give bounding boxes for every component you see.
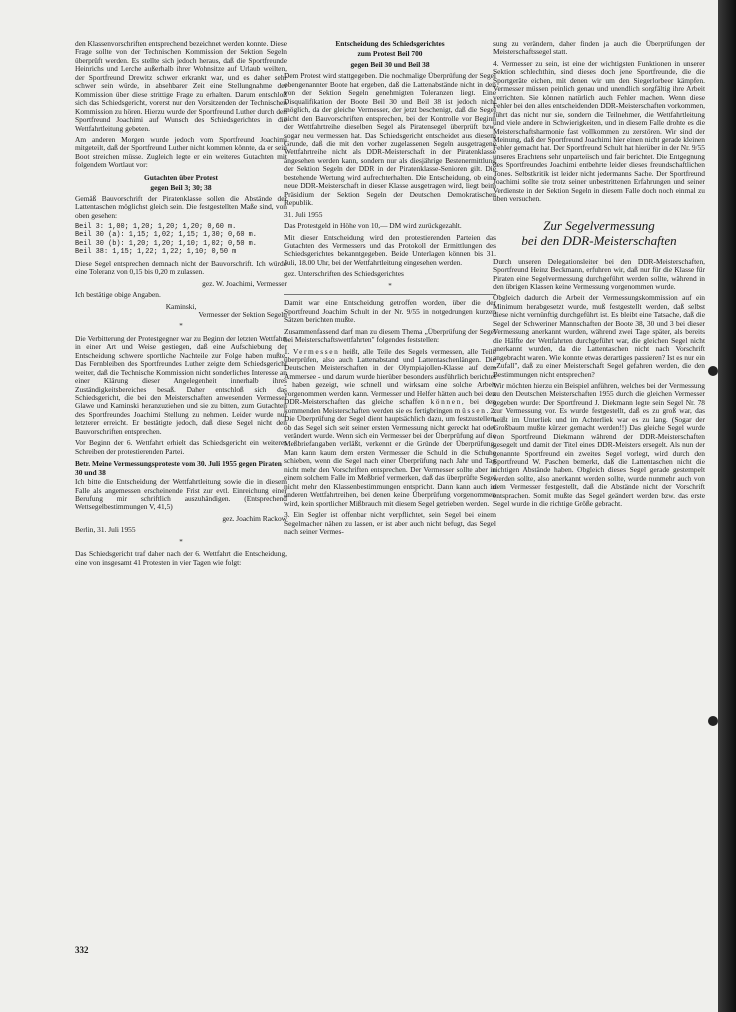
page-number: 332: [75, 945, 89, 955]
section-heading: Entscheidung des Schiedsgerichtes: [335, 39, 445, 48]
paragraph: Dem Protest wird stattgegeben. Die nochmalige Überprüfung der Segel obengenannter Boote hat ergeben, daß die Lattenabstände nicht in den von der Sektion Segeln genehmigten Toleranzen liegt. Eine Disqualifikation der Boote Beil 30 und Beil 38 ist jedoch nicht möglich, da der gleiche Vermesser, der jetzt beschenigt, daß die Segel nicht den Bauvorschriften entsprechen, bei der Kontrolle vor Beginn der Wettfahrtreihe dieselben Segel als Piratensegel überprüft bzw. sogar neu vermessen hat. Das Schiedsgericht entscheidet aus diesem Grunde, daß die mit den vorher zugelassenen Segeln ausgetragene Wettfahrtreihe nicht als DDR-Meisterschaft in der Piratenklasse angesehen werden kann, sondern nur als diesjährige Bestenermittlung der Sektion Segeln der DDR in der Piratenklasse-Senioren gilt. Die bestehende Wertung wird aufrechterhalten. Die Entscheidung, ob eine neue DDR-Meisterschaft in dieser Klasse ausgetragen wird, liegt beim Präsidium der Sektion Segeln der Deutschen Demokratischen Republik.: [284, 71, 496, 208]
section-heading: gegen Beil 3; 30; 38: [150, 183, 212, 193]
section-heading: Gutachten über Protest: [143, 172, 219, 182]
paragraph: Am anderen Morgen wurde jedoch vom Sportfreund Joachimi mitgeteilt, daß der Sportfreund Luther nicht kommen könnte, da er sein Boot streichen müsse. Zugleich legte er ein weiteres Gutachten mit folgendem Wortlaut vor:: [75, 134, 287, 170]
text-run: heißt, alle Teile des Segels vermessen, alle Teile überprüfen, also auch Lattenabstand und Lattentaschenlängen. Die Deutschen Meisterschaften in der Olympiajollen-Klasse auf dem Ammersee - und darum wurde hierüber besonders ausführlich berichtet - haben gezeigt, wie schnell und wirksam eine solche Arbeit vorgenommen werden kann. Vermesser und Helfer hätten auch bei den DDR-Meisterschaften das gleiche schaffen: [284, 346, 496, 407]
paragraph: Ich bitte die Entscheidung der Wettfahrtleitung sowie die in diesem Falle als angemessen erscheinende Frist zur evtl. Einreichung einer Berufung mir schriftlich auszuhändigen. (Entsprechend Wettsegelbestimmungen V, 41,5): [75, 477, 287, 512]
section-heading: zum Protest Beil 700: [357, 49, 423, 59]
paragraph: Obgleich dadurch die Arbeit der Vermessungskommission auf ein Minimum herabgesetzt wurde, muß festgestellt werden, daß selbst diese nicht vernünftig durchgeführt ist. Es bleibt eine Tatsache, daß die Segel der Schweriner Mannschaften der Boote 38, 30 und 3 bei dieser Vermessung anerkannt wurden, während zwei Tage später, als bereits die Hälfte der Wettfahrten durchgeführt war, die gleichen Segel nicht anerkannt wurden, da die Lattentaschen nicht nach Vorschrift angebracht waren. Wie konnte etwas derartiges passieren? Ist es nur ein „Zufall", daß zu einer Meisterschaft Segel gefahren werden, die den Bestimmungen nicht entsprechen?: [493, 293, 705, 379]
paragraph: Wir möchten hierzu ein Beispiel anführen, welches bei der Vermessung zu den Deutschen Meisterschaften 1955 durch die gleichen Vermesser gegeben wurde: Der Sportfreund J. Diekmann legte sein Segel Nr. 78 zur Vermessung vor. Es wurde festgestellt, daß es zu groß war, das heißt im Unterliek und im Achterliek war es zu lang. (Sogar der Großbaum mußte kürzer gemacht werden!!) Das gleiche Segel wurde von Sportfreund Diekmann während der DDR-Meisterschaften gesegelt und damit der Titel eines DDR-Meisters ersegelt. Als nun der genannte Sportfreund ein zweites Segel vorlegt, wird durch den Sportfreund W. Paschen bemerkt, daß die Lattentaschen nicht die richtigen Abstände haben. Obgleich dieses Segel gerade gestempelt werden sollte, also anerkannt werden sollte, wurde nunmehr auch von dem Vermesser festgestellt, daß die Abstände nicht der Vorschrift entsprachen. Somit mußte das Segel geändert werden bzw. das erste Segel wurde in die richtige Größe gebracht.: [493, 380, 705, 509]
paragraph: Durch unseren Delegationsleiter bei den DDR-Meisterschaften, Sportfreund Heinz Beckmann, erfuhren wir, daß nur für die Klasse für Piraten eine Segelvermessung durchgeführt werden sollte, während in den übrigen Klassen keine Vermessung vorgenommen wurde.: [493, 256, 705, 291]
measurement-line: Beil 30 (a): 1,15; 1,02; 1,15; 1,30; 0,60 m.: [75, 231, 257, 240]
section-heading: gegen Beil 30 und Beil 38: [350, 59, 430, 69]
paragraph: Das Schiedsgericht traf daher nach der 6. Wettfahrt die Entscheidung, eine von insgesamt 41 Protesten in vier Tagen wie folgt:: [75, 549, 287, 567]
signature-name: Kaminski,: [165, 301, 197, 311]
measurement-line: Beil 38: 1,15; 1,22; 1,22; 1,10; 0,50 m: [75, 248, 237, 257]
paragraph: Damit war eine Entscheidung getroffen worden, über die der Sportfreund Joachim Schult in der Nr. 9/55 in notgedrungen kurzen Sätzen berichten mußte.: [284, 298, 496, 325]
text-run: . 2. Die Überprüfung der Segel dient hauptsächlich dazu, um festzustellen, ob das Segel sich seit seiner ersten Vermessung nicht gereckt hat oder verändert wurde. Wenn sich ein Vermesser bei der Überprüfung auf die Meßbriefangaben verläßt, verkennt er die Gründe der Überprüfung. Man kann kaum dem ersten Vermesser die Schuld in die Schuhe schieben, wenn die Segel nach einer Überprüfung nach Jahr und Tag nicht mehr den Vorschriften entsprechen. Der Vermesser sollte aber in einem solchem Falle im Meßbrief vermerken, daß das überprüfte Segel nicht mehr den Klassenbestimmungen entspricht. Dann kann auch in anderen Wettfahrtreihen, bei denen keine Überprüfung vorgenommen wird, kein sportlicher Mißbrauch mit diesem Segel getrieben werden.: [284, 405, 496, 508]
paragraph: sung zu verändern, daher finden ja auch die Überprüfungen der Meisterschaftssegel statt.: [493, 39, 705, 57]
date-line: Berlin, 31. Juli 1955: [75, 525, 136, 535]
paragraph: 4. Vermesser zu sein, ist eine der wichtigsten Funktionen in unserer Sektion schlechthin, sind dieses doch jene Sportfreunde, die die Sportgeräte eichen, mit denen wir um den Siegerlorbeer kämpfen. Vermesser müssen peinlich genau und unendlich sorgfältig ihre Arbeit verrichten. Sie können natürlich auch Fehler machen. Wenn diese Fehler bei den alles entscheidenden DDR-Meisterschaften vorkommen, führt das nicht nur sie, sondern die Teilnehmer, die Wettfahrtleitung und viele andere in Schwierigkeiten, und in diesem Falle drohte es die Meisterschaftsharmonie fast vollkommen zu zerstören. Wir sind der Meinung, daß der Sportfreund Joachimi hier einen nicht gerade kleinen Fehler gemacht hat. Der Sportfreund Schult hat hierüber in der Nr. 9/55 unseres Erachtens sehr unparteiisch und fair berichtet. Die Entgegnung des Sportfreundes Joachimi entbehrte leider dieses freundschaftlichen Tones. Selbstkritik ist leider nicht jedermanns Sache. Der Sportfreund Joachimi sollte sie trotz seiner unbestrittenen Erfahrungen und seiner Verdienste in der Sektion Segeln in diesem Falle doch noch einmal zu üben versuchen.: [493, 58, 705, 204]
signature: gez. Joachim Rackow: [222, 513, 287, 523]
section-heading: Betr. Meine Vermessungsproteste vom 30. Juli 1955 gegen Piraten 30 und 38: [75, 459, 282, 477]
text-run: 1.: [284, 346, 293, 356]
column-middle: [284, 40, 496, 539]
article-title-line: bei den DDR-Meisterschaften: [521, 232, 677, 248]
paragraph: 3. Ein Segler ist offenbar nicht verpflichtet, sein Segel bei einem Segelmacher nähen zu lassen, er ist aber auch nicht befugt, das Segel nach seiner Vermes-: [284, 510, 496, 537]
divider-line: [284, 294, 496, 295]
paragraph: [284, 348, 496, 509]
paragraph: den Klassenvorschriften entsprechend bezeichnet werden konnte. Diese Frage sollte von der Technischen Kommission der Sektion Segeln überprüft werden. Es stellte sich jedoch heraus, daß die Sportfreunde Heinrichs und Lerche außerhalb ihrer Wohnsitze auf Urlaub weilten, der Sportfreund Drewitz schwer erkrankt war, und es daher sehr schwer sein würde, in absehbarer Zeit eine Stellungnahme der Kommission über diese strittige Frage zu erhalten. Darum entschloß sich das Schiedsgericht, vorerst nur den Vorsitzenden der Technischen Kommission zu hören. Hierzu wurde der Sportfreund Luther durch den Sportfreund Joachimi auf Wunsch des Schiedsgerichtes in die Wettfahrtleitung gebeten.: [75, 39, 287, 133]
column-left: [75, 40, 287, 570]
scan-edge-shadow: [718, 0, 736, 1012]
paragraph: Vor Beginn der 6. Wettfahrt erhielt das Schiedsgericht ein weiteres Schreiben der protestierenden Partei.: [75, 438, 287, 456]
article-title-line: Zur Segelvermessung: [543, 217, 655, 233]
paragraph: Ich bestätige obige Angaben.: [75, 290, 161, 300]
paragraph: Diese Segel entsprechen demnach nicht der Bauvorschrift. Ich würde eine Toleranz von 0,15 bis 0,20 m zulassen.: [75, 258, 287, 277]
paragraph: Mit dieser Entscheidung wird den protestierenden Parteien das Gutachten des Vermessers und das Protokoll der Ermittlungen des Schiedsgerichtes bekanntgegeben. Beide Unterlagen können bis 31. Juli, 18.00 Uhr, bei der Wettfahrtleitung eingesehen werden.: [284, 232, 496, 267]
article-title: [493, 218, 705, 248]
measurement-line: Beil 3: 1,00; 1,20; 1,20; 1,20; 0,60 m.: [75, 223, 237, 232]
section-divider: *: [179, 322, 183, 331]
paragraph: Die Verbitterung der Protestgegner war zu Beginn der letzten Wettfahrt in einer Art und Weise gestiegen, daß eine Aufschiebung der Entscheidung schwere sportliche Nachteile zur Folge haben mußte. Das Fernbleiben des Sportfreundes Luther zeigte dem Schiedsgericht weiter, daß die Technische Kommission nicht sonderliches Interesse an einer Klärung dieser Angelegenheit innerhalb ihres Zuständigkeitsbereiches besaß. Daher entschloß sich das Schiedsgericht, die bei den Meisterschaften anwesenden Vermesser Glawe und Kaminski heranzuziehen und sie zu bitten, zum Gutachten des Sportfreundes Joachimi Stellung zu nehmen. Leider wurde nur letzterer erreicht. Er bestätigte jedoch, daß diese Segel nicht den Bauvorschriften entsprechen.: [75, 333, 287, 436]
paragraph: Das Protestgeld in Höhe von 10,— DM wird zurückgezahlt.: [284, 221, 462, 231]
section-divider: *: [388, 281, 392, 290]
binder-hole: [708, 716, 718, 726]
section-divider: *: [179, 537, 183, 546]
paragraph: Gemäß Bauvorschrift der Piratenklasse sollen die Abstände der Lattentaschen möglichst gleich sein. Die festgestellten Maße sind, von oben gesehen:: [75, 193, 287, 220]
text-run: , bei den kommenden Meisterschaften werden sie es fertigbringen: [284, 397, 496, 415]
binder-hole: [708, 366, 718, 376]
signature: gez. W. Joachimi, Vermesser: [202, 278, 287, 288]
emphasis: können: [430, 397, 462, 407]
paragraph: Zusammenfassend darf man zu diesem Thema „Überprüfung der Segel bei Meisterschaftswettfahrten" folgendes feststellen:: [284, 326, 496, 345]
column-right: [493, 40, 705, 512]
signature-title: Vermesser der Sektion Segeln: [198, 309, 287, 319]
emphasis: Vermessen: [292, 346, 340, 356]
date-line: 31. Juli 1955: [284, 209, 323, 219]
measurement-line: Beil 30 (b): 1,20; 1,20; 1,10; 1,02; 0,50 m.: [75, 239, 257, 248]
signature: gez. Unterschriften des Schiedsgerichtes: [284, 269, 404, 279]
emphasis: müssen: [454, 405, 487, 415]
